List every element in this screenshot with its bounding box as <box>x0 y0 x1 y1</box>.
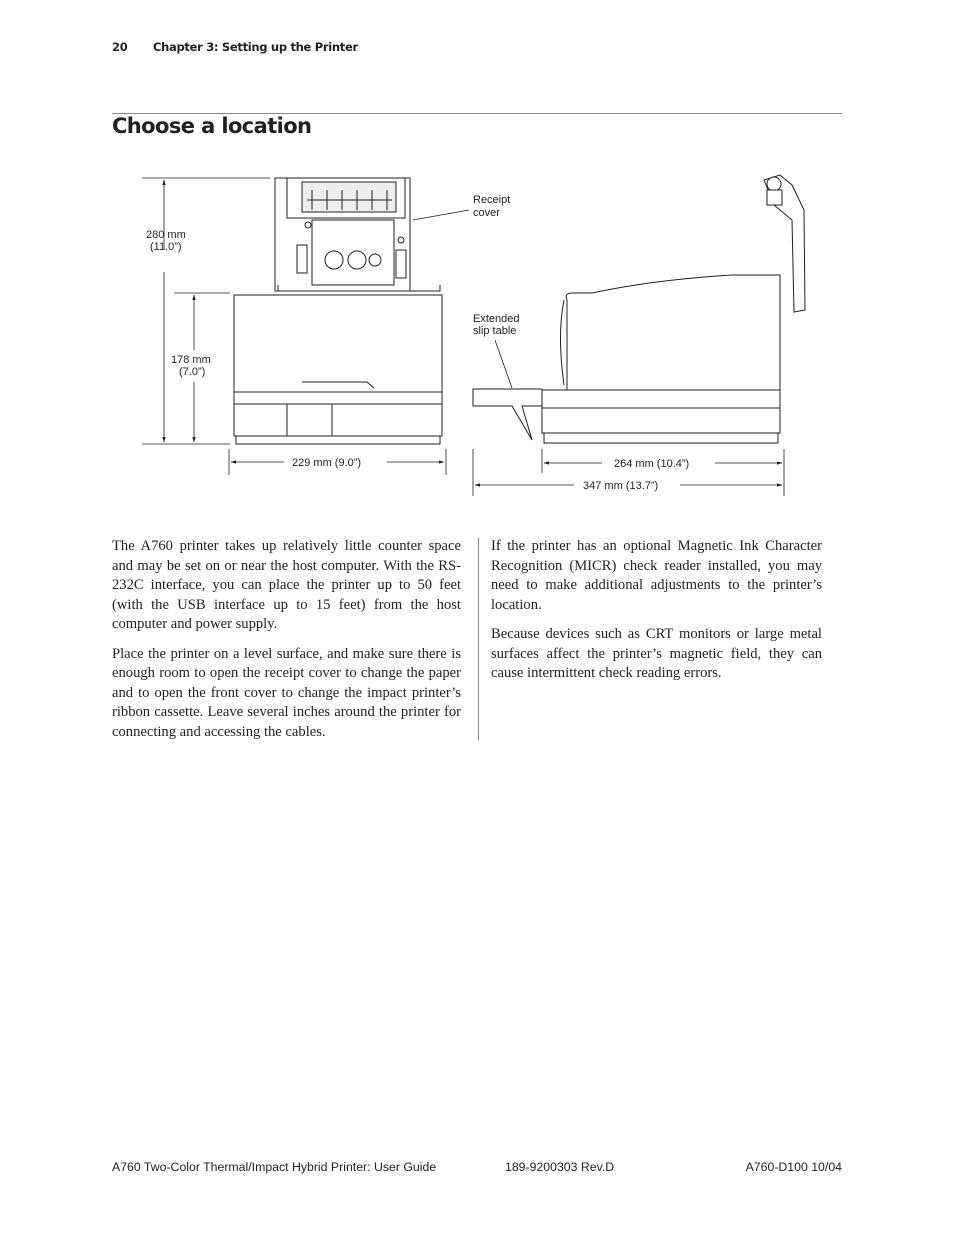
footer-revision: A760-D100 10/04 <box>745 1160 842 1174</box>
height-closed-mm-label: 178 mm <box>171 354 211 366</box>
extended-slip-label-line2: slip table <box>473 325 517 337</box>
depth-body-label: 264 mm (10.4”) <box>614 458 690 470</box>
front-view-printer <box>234 178 442 444</box>
footer-doc-number: 189-9200303 Rev.D <box>505 1160 615 1174</box>
dimension-drawing <box>112 160 842 510</box>
chapter-title: Chapter 3: Setting up the Printer <box>153 40 358 54</box>
left-column <box>112 537 461 752</box>
running-header <box>112 40 358 54</box>
height-closed-in-label: (7.0”) <box>179 366 206 378</box>
paragraph-left-1: The A760 printer takes up relatively little counter space and may be set on or near the host computer. With the RS-232C interface, you can place the printer up to 50 feet (with the USB interface up to 15 feet) from the host computer and power supply. <box>112 538 461 632</box>
receipt-cover-label-line1: Receipt <box>473 194 511 206</box>
height-total-in-label: (11.0”) <box>150 241 182 253</box>
side-view-printer <box>473 175 805 443</box>
extended-slip-label-line1: Extended <box>473 313 520 325</box>
depth-body-dimension <box>542 449 784 496</box>
paragraph-right-2: Because devices such as CRT monitors or large metal surfaces affect the printer’s magnetic field, they can cause intermittent check reading errors. <box>491 626 822 681</box>
column-divider <box>478 538 479 740</box>
section-title: Choose a location <box>112 114 312 138</box>
height-total-mm-label: 280 mm <box>146 229 186 241</box>
width-front-label: 229 mm (9.0”) <box>292 457 362 469</box>
right-column <box>491 537 822 694</box>
printer-dimensions-figure <box>112 160 842 510</box>
page-number: 20 <box>112 40 128 54</box>
depth-extended-label: 347 mm (13.7”) <box>583 480 659 492</box>
paragraph-right-1: If the printer has an optional Magnetic Ink Character Recognition (MICR) check reader installed, you may need to make additional adjustments to the printer’s location. <box>491 538 822 613</box>
paragraph-left-2: Place the printer on a level surface, and make sure there is enough room to open the receipt cover to change the paper and to open the front cover to change the impact printer’s ribbon cassette. Leave several inches around the printer for connecting and accessing the cables. <box>112 645 461 740</box>
receipt-cover-label-line2: cover <box>473 207 500 219</box>
footer-title: A760 Two-Color Thermal/Impact Hybrid Printer: User Guide <box>112 1160 437 1174</box>
